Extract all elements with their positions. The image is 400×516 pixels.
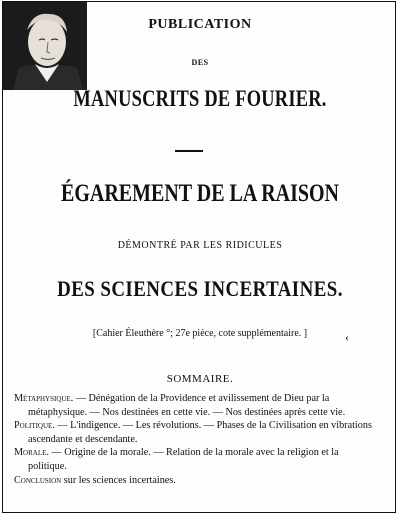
sommaire-heading: SOMMAIRE. <box>166 373 234 385</box>
manuscrits-title: MANUSCRITS DE FOURIER. <box>73 86 327 111</box>
main-title: ÉGAREMENT DE LA RAISON <box>60 180 340 207</box>
entry-head: Conclusion <box>14 474 62 486</box>
sommaire-entry-morale <box>14 446 376 473</box>
subtitle: DÉMONTRÉ PAR LES RIDICULES <box>117 240 283 251</box>
entry-text: — L'indigence. — Les révolutions. — Phases de la Civilisation en vibrations ascendante et descendante. <box>28 420 372 445</box>
entry-head: Politique. <box>14 420 55 432</box>
entry-head: Métaphysique. <box>14 393 74 404</box>
sciences-title: DES SCIENCES INCERTAINES. <box>57 276 343 301</box>
margin-mark: ‹ <box>345 330 349 344</box>
entry-text: — Dénégation de la Providence et avilissement de Dieu par la métaphysique. — Nos destinées en cette vie. — Nos destinées après cette vie. <box>28 393 346 418</box>
cahier-note: [Cahier Éleuthère °; 27e pièce, cote supplémentaire. ] <box>92 328 308 339</box>
publication-heading: PUBLICATION <box>148 17 252 32</box>
sommaire-list <box>14 392 376 487</box>
entry-text: sur les sciences incertaines. <box>61 474 176 486</box>
title-divider <box>175 150 203 152</box>
sommaire-entry-metaphysique <box>14 392 376 419</box>
entry-text: — Origine de la morale. — Relation de la morale avec la religion et la politique. <box>28 447 339 472</box>
sommaire-entry-politique <box>14 419 376 446</box>
portrait-image <box>3 2 87 90</box>
des-heading: DES <box>191 58 209 67</box>
sommaire-entry-conclusion <box>14 474 376 488</box>
entry-head: Morale. <box>14 447 49 459</box>
